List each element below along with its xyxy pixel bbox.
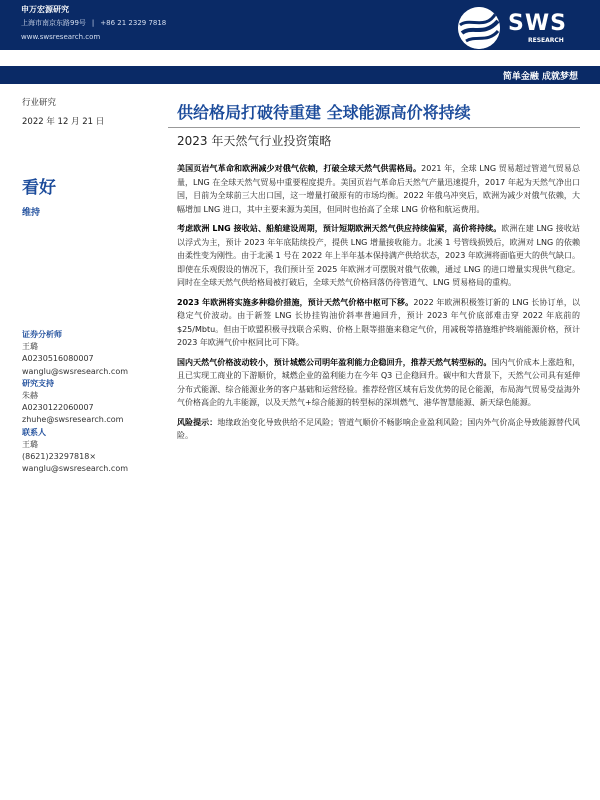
paragraph-lead: 国内天然气价格波动较小，预计城燃公司明年盈利能力企稳回升，推荐天然气转型标的。 — [177, 357, 492, 367]
summary-paragraph — [177, 356, 580, 410]
sws-logo — [458, 5, 578, 45]
support-email[interactable]: zhuhe@swsresearch.com — [22, 415, 124, 425]
analyst-license: A0230516080007 — [22, 354, 94, 364]
company-website[interactable]: www.swsresearch.com — [21, 33, 101, 41]
logo-text: SWS — [508, 11, 567, 36]
support-heading: 研究支持 — [22, 378, 54, 388]
contact-name: 王璐 — [22, 439, 38, 449]
separator: | — [91, 19, 95, 27]
contact-email[interactable]: wanglu@swsresearch.com — [22, 464, 129, 474]
title-divider — [168, 127, 580, 128]
analyst-name: 王璐 — [22, 342, 38, 352]
contacts-block — [22, 329, 128, 475]
rating: 看好 — [22, 178, 56, 198]
report-summary — [177, 162, 580, 449]
analyst-email[interactable]: wanglu@swsresearch.com — [22, 366, 129, 376]
rating-change: 维持 — [22, 208, 41, 218]
summary-paragraph — [177, 296, 580, 350]
paragraph-lead: 风险提示： — [177, 417, 218, 427]
slogan-band — [0, 66, 600, 84]
risk-paragraph — [177, 416, 580, 443]
summary-paragraph — [177, 162, 580, 216]
paragraph-text: 欧洲在建 LNG 接收站以浮式为主，预计 2023 年年底陆续投产，提供 LNG 增量接收能力。北溪 1 号管线损毁后，欧洲对 LNG 的依赖由柔性变为刚性。由于北溪 1 号在 2022 年上半年基本保持满产供给状态，2023 年欧洲将面临更大的供气缺口。即使在乐观假设的情况下，我们预计至 2025 年欧洲才可摆脱对俄气依赖，通过 LNG 的进口增量实现供气稳定。同时在全球天然气供给格局被打破后，全球天然气价格回落仍待管道气、LNG 贸易格局的重构。 — [177, 224, 580, 287]
paragraph-lead: 美国页岩气革命和欧洲减少对俄气依赖，打破全球天然气供需格局。 — [177, 164, 422, 173]
contact-phone: (8621)23297818× — [22, 452, 97, 462]
paragraph-lead: 考虑欧洲 LNG 接收站、船舶建设周期，预计短期欧洲天然气供应持续偏紧，高价将持续。 — [177, 224, 502, 233]
logo-subtext: RESEARCH — [528, 37, 564, 44]
company-address: 上海市南京东路99号 — [21, 19, 86, 27]
analysts-heading: 证券分析师 — [22, 330, 62, 339]
support-license: A0230122060007 — [22, 403, 94, 413]
header-band — [0, 0, 600, 50]
company-name: 申万宏源研究 — [21, 5, 69, 14]
report-date: 2022 年 12 月 21 日 — [22, 117, 105, 127]
paragraph-text: 国内气价成本上涨趋和，且已实现工商业的下游顺价，城燃企业的盈利能力在今年 Q3 已企稳回升。碳中和大背景下，天然气公司具有延伸分布式能源、综合能源业务的客户基础和运营经验。推荐经营区域有后发优势的昆仑能源，布局海气贸易受益海外气价格高企的九丰能源，以及天然气+综合能源的转型标的深圳燃气、港华智慧能源、新天绿色能源。 — [177, 357, 581, 407]
company-address-line — [21, 18, 166, 28]
summary-paragraph — [177, 222, 580, 290]
paragraph-text: 2021 年，全球 LNG 贸易超过管道气贸易总量，LNG 在全球天然气贸易中重要程度提升。美国页岩气革命后天然气产量迅速提升，2017 年起为天然气净出口国，目前为全球前三大出口国，这一增量打破原有的市场均衡。2022 年俄乌冲突后，欧洲为减少对俄气依赖，大幅增加 LNG 进口，其中主要来源为美国，但同时也抬高了全球 LNG 价格和航运费用。 — [177, 164, 580, 214]
slogan: 简单金融 成就梦想 — [502, 72, 578, 82]
report-title: 供给格局打破待重建 全球能源高价将持续 — [177, 103, 471, 122]
paragraph-text: 地缘政治变化导致供给不足风险；管道气顺价不畅影响企业盈利风险；国内外气价高企导致能源替代风险。 — [177, 417, 581, 440]
paragraph-text: 2022 年欧洲积极签订新的 LNG 长协订单，以稳定气价波动。由于新签 LNG 长协挂钩油价斜率普遍回升，预计 2023 年气价底部难击穿 2022 年底前的$25/Mbtu。但由于欧盟积极寻找联合采购、价格上限等措施来稳定气价，用减税等措施维护终端能源价格，预计 2023 年欧洲气价中枢同比可下降。 — [177, 297, 580, 347]
report-subtitle: 2023 年天然气行业投资策略 — [177, 134, 332, 148]
contact-heading: 联系人 — [22, 427, 46, 437]
support-name: 朱赫 — [22, 391, 38, 401]
logo-globe-icon — [458, 7, 500, 49]
report-type: 行业研究 — [22, 98, 57, 108]
company-phone: +86 21 2329 7818 — [100, 19, 167, 27]
paragraph-lead: 2023 年欧洲将实施多种稳价措施，预计天然气价格中枢可下移。 — [177, 297, 414, 307]
